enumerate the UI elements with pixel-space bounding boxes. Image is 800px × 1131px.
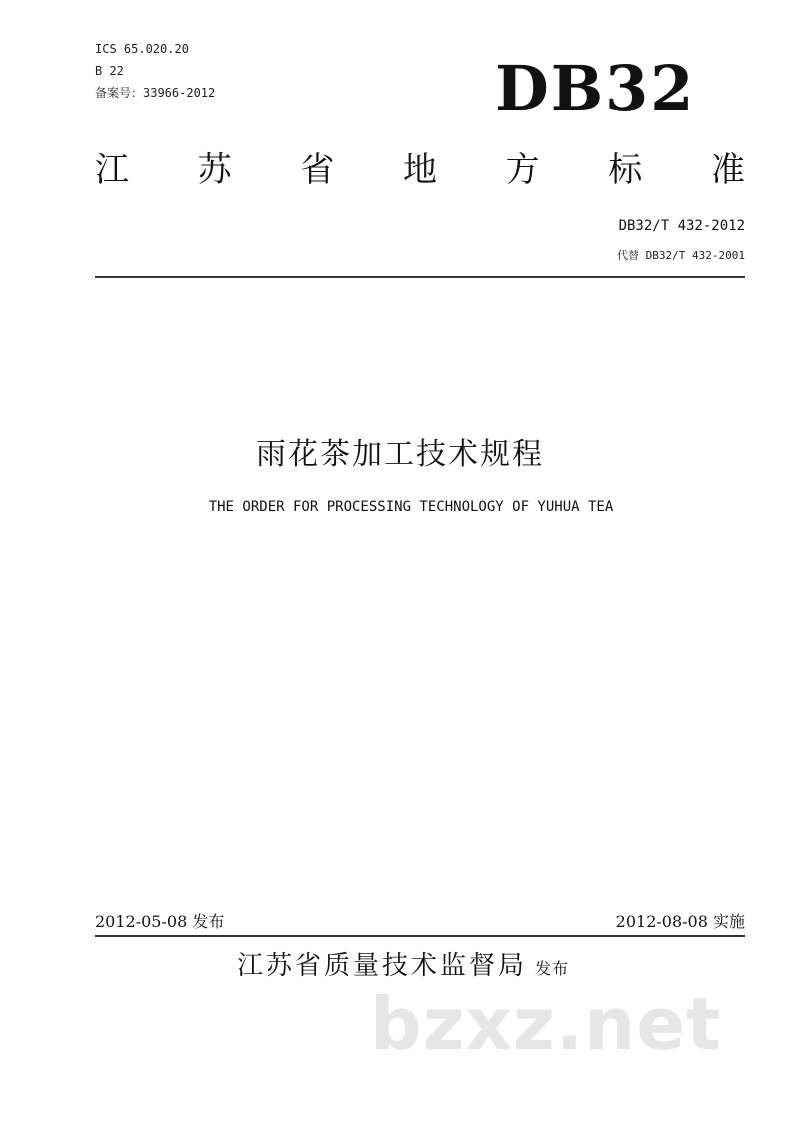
issue-date: 2012-05-08 发布 xyxy=(95,912,225,931)
site-watermark: bzxz.net xyxy=(370,982,722,1066)
standard-type-char: 地 xyxy=(402,150,437,190)
standard-type-char: 准 xyxy=(710,150,745,190)
standard-number: DB32/T 432-2012 xyxy=(618,218,745,234)
standard-type-char: 标 xyxy=(608,150,643,190)
standard-type-char: 方 xyxy=(505,150,540,190)
header-divider xyxy=(95,276,745,278)
replaces-standard: 代替 DB32/T 432-2001 xyxy=(617,249,745,262)
ics-number: ICS 65.020.20 xyxy=(95,42,189,56)
document-title: 雨花茶加工技术规程 xyxy=(256,437,544,472)
issuer-suffix: 发布 xyxy=(535,959,570,978)
standard-type-char: 苏 xyxy=(197,150,232,190)
standard-code-mark: DB32 xyxy=(495,52,696,125)
standard-type-heading xyxy=(95,148,745,192)
filing-number: 备案号：33966-2012 xyxy=(95,86,216,100)
standard-type-char: 省 xyxy=(300,150,335,190)
document-title-english: THE ORDER FOR PROCESSING TECHNOLOGY OF YUHUA TEA xyxy=(208,499,614,515)
footer-divider xyxy=(95,935,745,937)
implementation-date: 2012-08-08 实施 xyxy=(615,912,745,931)
issuer-name: 江苏省质量技术监督局 xyxy=(237,951,528,981)
ccs-number: B 22 xyxy=(95,64,124,78)
standard-type-char: 江 xyxy=(95,150,129,190)
